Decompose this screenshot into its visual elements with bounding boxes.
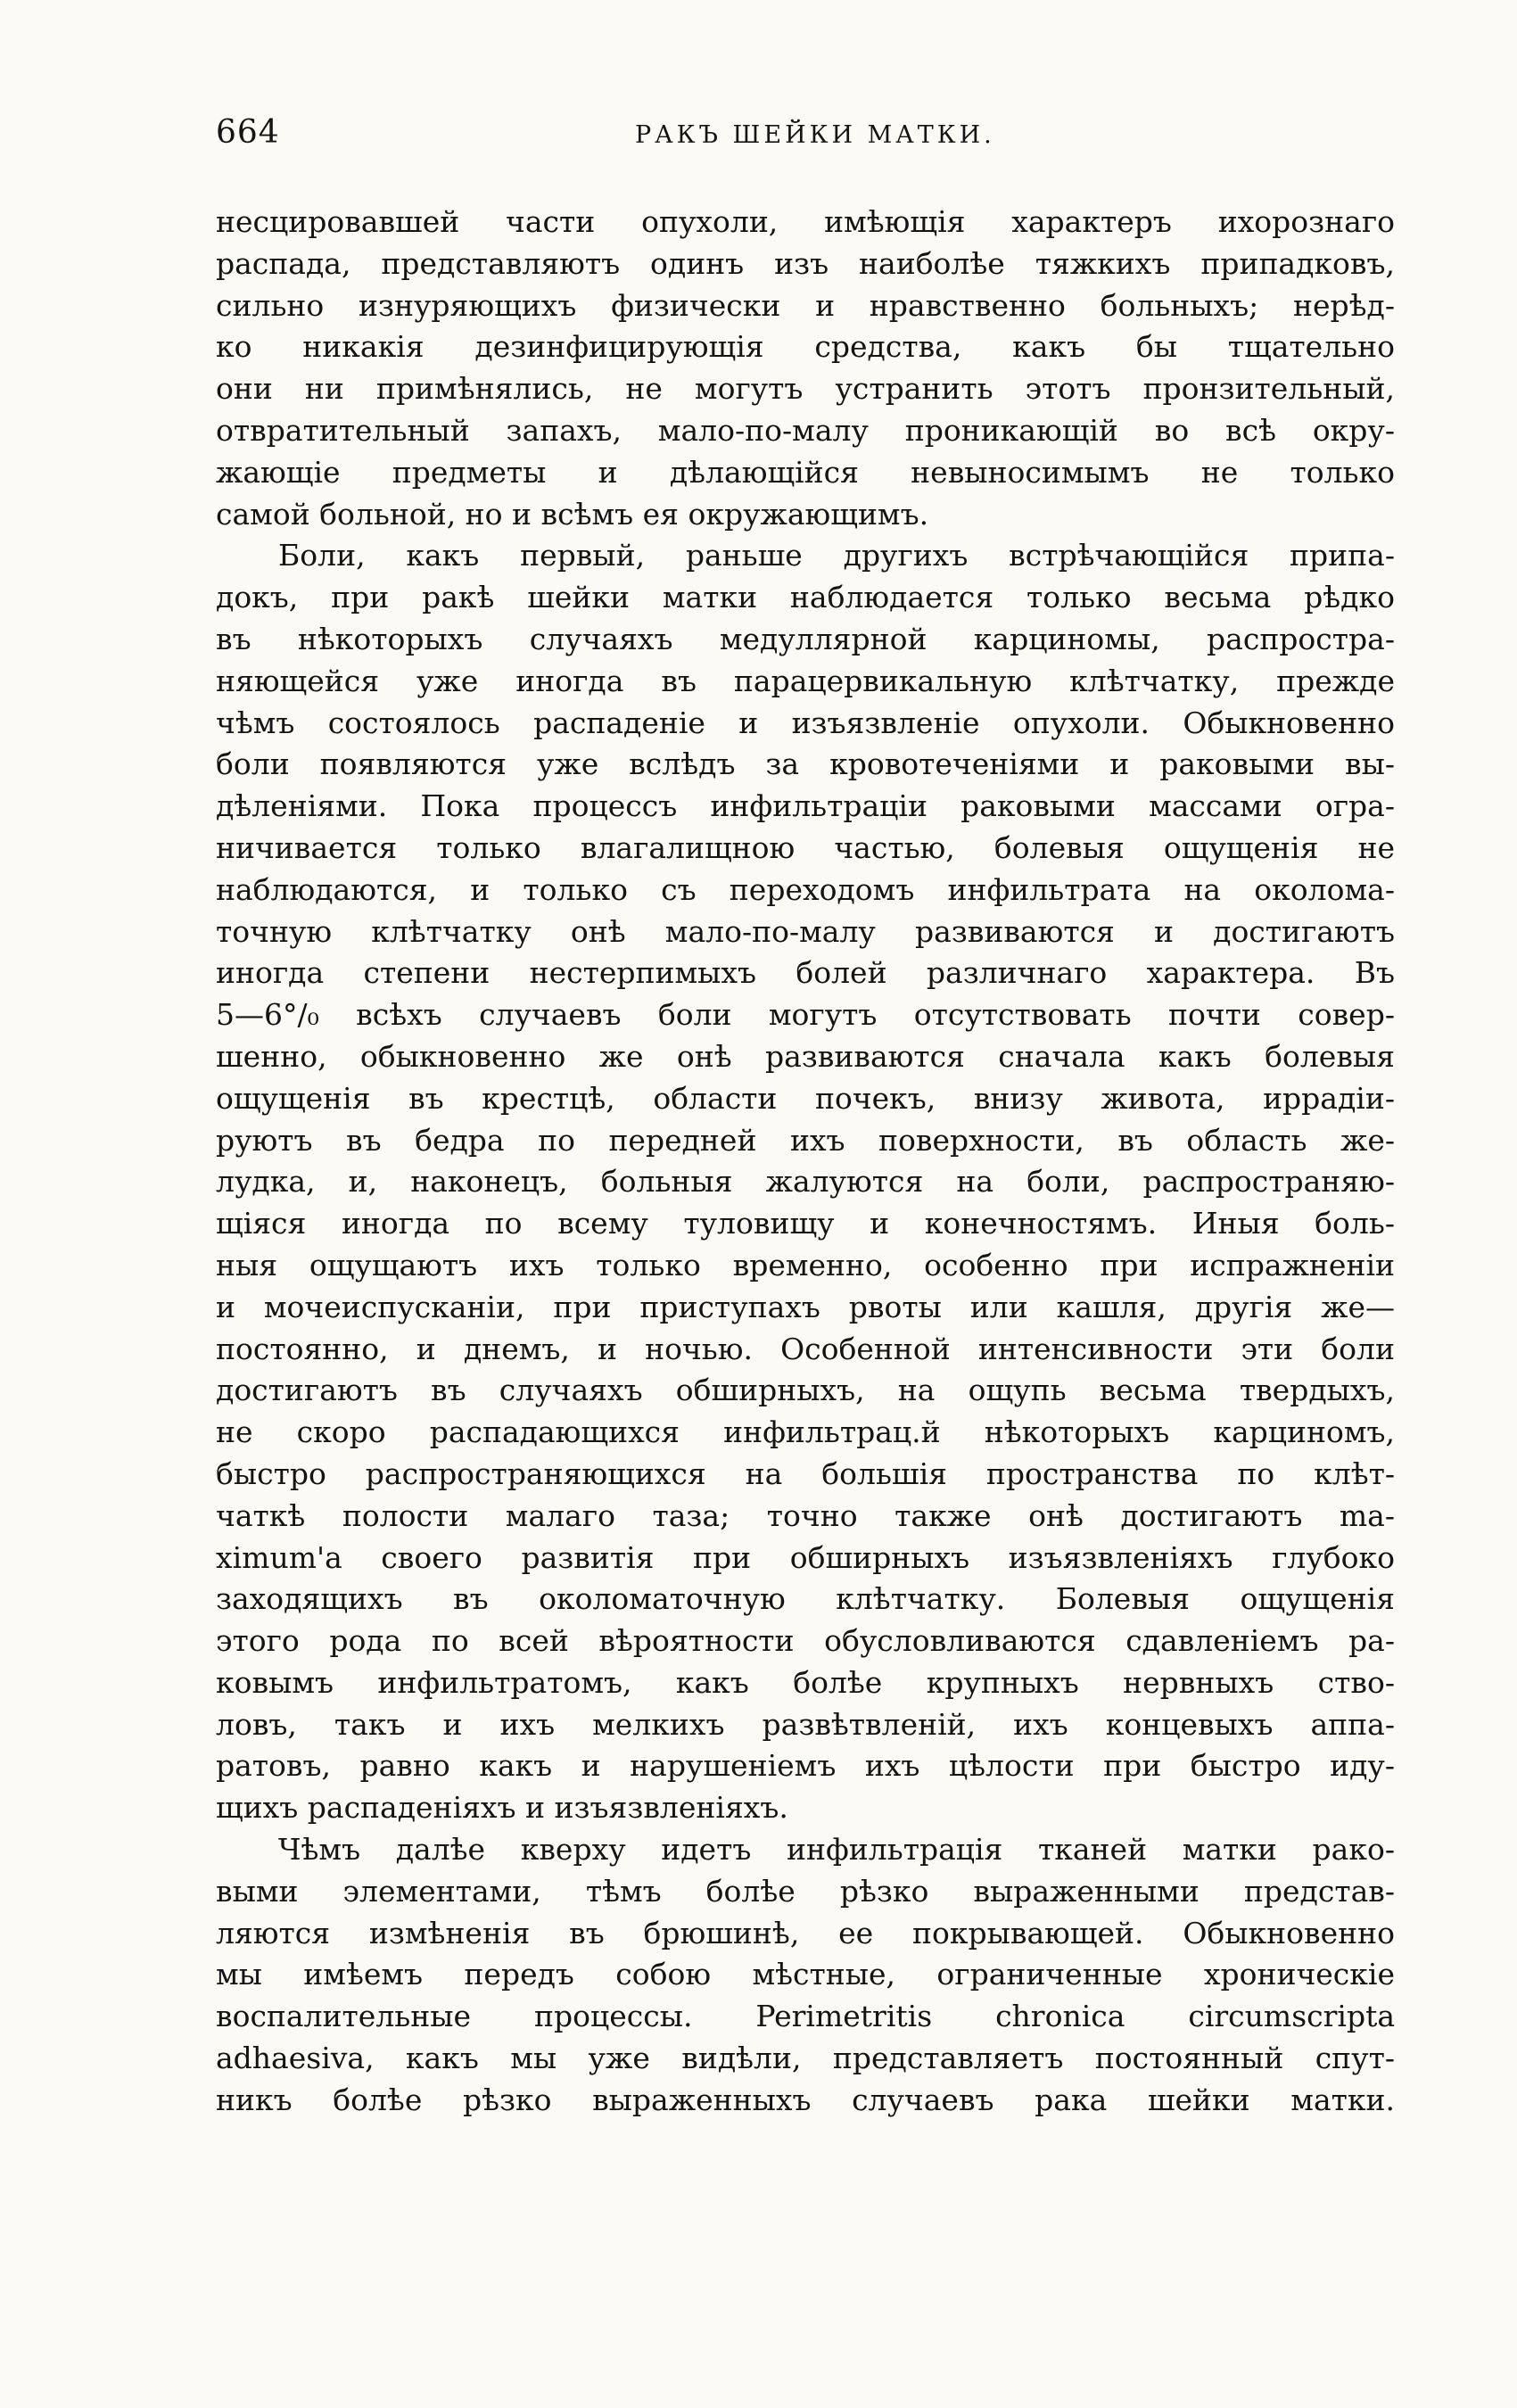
text-line: щіяся иногда по всему туловищу и конечностямъ. Иныя боль- — [216, 1206, 1395, 1241]
text-line: сильно изнуряющихъ физически и нравственно больныхъ; нерѣд- — [216, 287, 1395, 323]
text-line: жающіе предметы и дѣлающійся невыносимымъ не только — [216, 454, 1395, 490]
text-line: не скоро распадающихся инфильтрац.й нѣкоторыхъ карциномъ, — [216, 1414, 1395, 1450]
text-line: иногда степени нестерпимыхъ болей различнаго характера. Въ — [216, 955, 1395, 991]
text-line: ковымъ инфильтратомъ, какъ болѣе крупныхъ нервныхъ ство- — [216, 1664, 1395, 1700]
text-line: ловъ, такъ и ихъ мелкихъ развѣтвленій, ихъ концевыхъ аппа- — [216, 1706, 1395, 1742]
text-line: 5—6°/₀ всѣхъ случаевъ боли могутъ отсутствовать почти совер- — [216, 997, 1395, 1033]
text-line: Чѣмъ далѣе кверху идетъ инфильтрація тканей матки рако- — [278, 1832, 1395, 1868]
body-text — [216, 202, 1395, 2122]
page-number: 664 — [216, 114, 280, 151]
text-line: воспалительные процессы. Perimetritis chronica circumscripta — [216, 1999, 1395, 2034]
text-line: боли появляются уже вслѣдъ за кровотеченіями и раковыми вы- — [216, 746, 1395, 782]
text-line: чѣмъ состоялось распаденіе и изъязвленіе опухоли. Обыкновенно — [216, 705, 1395, 740]
text-line: распада, представляютъ одинъ изъ наиболѣе тяжкихъ припадковъ, — [216, 245, 1395, 281]
text-line: щихъ распаденіяхъ и изъязвленіяхъ. — [216, 1790, 788, 1826]
running-title: РАКЪ ШЕЙКИ МАТКИ. — [635, 121, 995, 149]
text-line: шенно, обыкновенно же онѣ развиваются сначала какъ болевыя — [216, 1038, 1395, 1074]
text-line: adhaesiva, какъ мы уже видѣли, представляетъ постоянный спут- — [216, 2041, 1395, 2076]
text-line: въ нѣкоторыхъ случаяхъ медуллярной карциномы, распростра- — [216, 621, 1395, 656]
text-line: несцировавшей части опухоли, имѣющія характеръ ихорознаго — [216, 204, 1395, 239]
text-line: достигаютъ въ случаяхъ обширныхъ, на ощупь весьма твердыхъ, — [216, 1373, 1395, 1408]
text-line: ныя ощущаютъ ихъ только временно, особенно при испражненіи — [216, 1247, 1395, 1282]
text-line: ко никакія дезинфицирующія средства, какъ бы тщательно — [216, 329, 1395, 365]
text-line: Боли, какъ первый, раньше другихъ встрѣчающійся припа- — [278, 538, 1395, 573]
text-line: наблюдаются, и только съ переходомъ инфильтрата на околома- — [216, 871, 1395, 907]
text-line: чаткѣ полости малаго таза; точно также онѣ достигаютъ ma- — [216, 1497, 1395, 1533]
text-line: этого рода по всей вѣроятности обусловливаются сдавленіемъ ра- — [216, 1623, 1395, 1659]
text-line: ximum'а своего развитія при обширныхъ изъязвленіяхъ глубоко — [216, 1539, 1395, 1575]
text-line: отвратительный запахъ, мало-по-малу проникающій во всѣ окру- — [216, 412, 1395, 448]
text-line: выми элементами, тѣмъ болѣе рѣзко выраженными представ- — [216, 1873, 1395, 1909]
text-line: мы имѣемъ передъ собою мѣстные, ограниченные хроническіе — [216, 1957, 1395, 1992]
text-line: постоянно, и днемъ, и ночью. Особенной интенсивности эти боли — [216, 1331, 1395, 1366]
text-line: они ни примѣнялись, не могутъ устранить этотъ пронзительный, — [216, 371, 1395, 407]
text-line: заходящихъ въ околоматочную клѣтчатку. Болевыя ощущенія — [216, 1581, 1395, 1617]
text-line: руютъ въ бедра по передней ихъ поверхности, въ область же- — [216, 1122, 1395, 1158]
text-line: никъ болѣе рѣзко выраженныхъ случаевъ рака шейки матки. — [216, 2082, 1395, 2117]
text-line: дѣленіями. Пока процессъ инфильтраціи раковыми массами огра- — [216, 788, 1395, 824]
text-line: ратовъ, равно какъ и нарушеніемъ ихъ цѣлости при быстро иду- — [216, 1748, 1395, 1784]
text-line: и мочеиспусканіи, при приступахъ рвоты или кашля, другія же— — [216, 1289, 1395, 1324]
page-header — [216, 114, 1411, 159]
text-line: ощущенія въ крестцѣ, области почекъ, внизу живота, иррадіи- — [216, 1080, 1395, 1116]
text-line: докъ, при ракѣ шейки матки наблюдается только весьма рѣдко — [216, 580, 1395, 615]
text-line: быстро распространяющихся на большія пространства по клѣт- — [216, 1456, 1395, 1491]
text-line: ничивается только влагалищною частью, болевыя ощущенія не — [216, 829, 1395, 865]
text-line: лудка, и, наконецъ, больныя жалуются на боли, распространяю- — [216, 1164, 1395, 1200]
text-line: самой больной, но и всѣмъ ея окружающимъ. — [216, 496, 929, 532]
text-line: няющейся уже иногда въ парацервикальную клѣтчатку, прежде — [216, 663, 1395, 698]
text-line: ляются измѣненія въ брюшинѣ, ее покрывающей. Обыкновенно — [216, 1915, 1395, 1950]
text-line: точную клѣтчатку онѣ мало-по-малу развиваются и достигаютъ — [216, 913, 1395, 949]
